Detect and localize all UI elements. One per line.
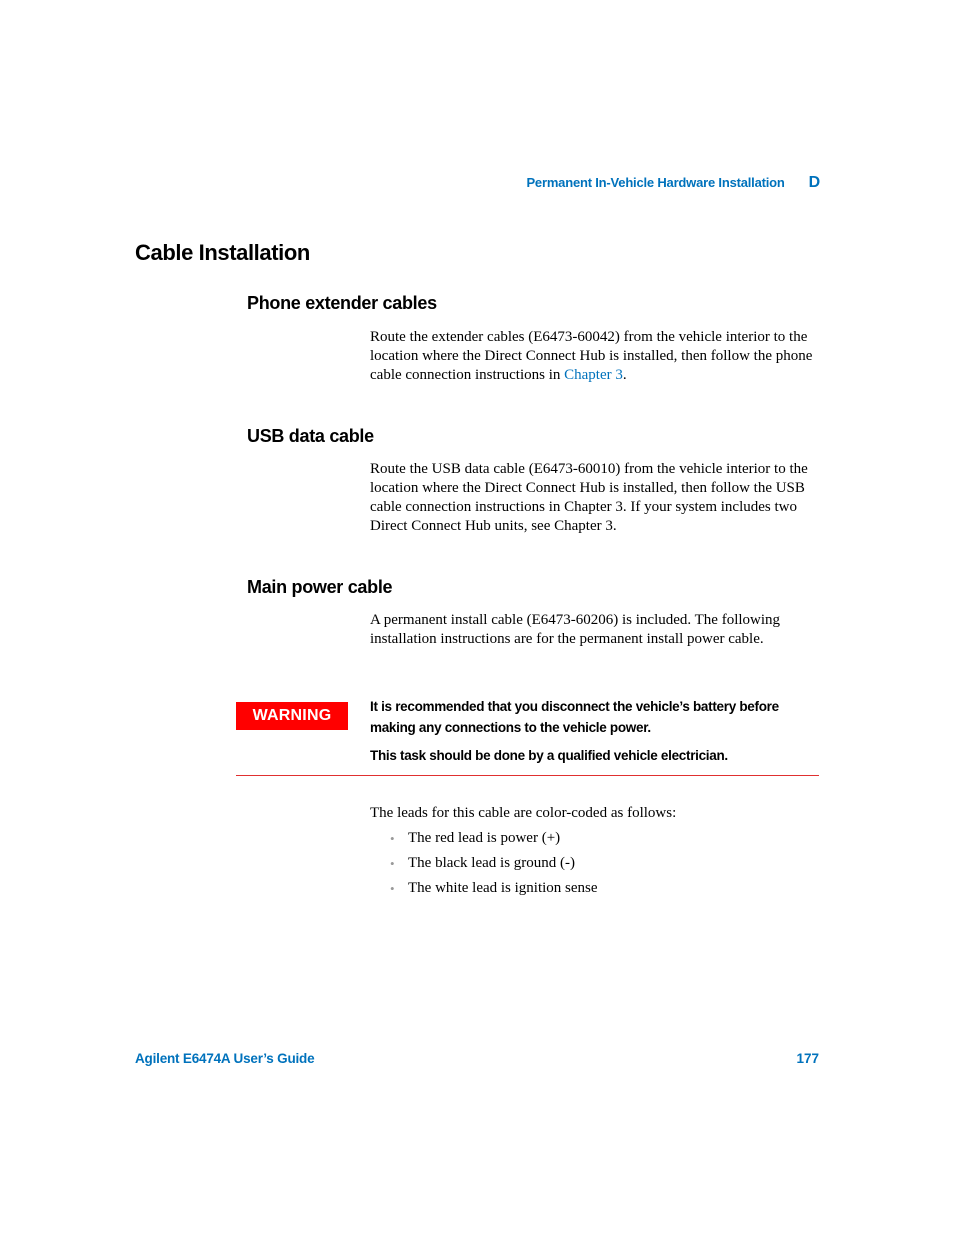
phone-extender-text-end: . bbox=[622, 367, 627, 383]
section-body-main-power: A permanent install cable (E6473-60206) is included. The following installation instructions are for the permanent install power cable. bbox=[370, 612, 781, 647]
warning-text-secondary: This task should be done by a qualified vehicle electrician. bbox=[370, 748, 728, 763]
warning-text-primary: It is recommended that you disconnect the vehicle’s battery before making any connections to the vehicle power. bbox=[370, 699, 779, 735]
section-body-phone-extender bbox=[370, 328, 820, 385]
leads-intro: The leads for this cable are color-coded as follows: bbox=[370, 805, 677, 821]
section-heading-usb-data: USB data cable bbox=[247, 426, 374, 446]
lead-white: The white lead is ignition sense bbox=[408, 880, 598, 896]
bullet-icon: • bbox=[390, 856, 395, 871]
chapter-3-link[interactable]: Chapter 3 bbox=[564, 367, 623, 383]
bullet-icon: • bbox=[390, 881, 395, 896]
warning-divider bbox=[236, 775, 819, 776]
lead-red: The red lead is power (+) bbox=[408, 830, 561, 846]
list-item bbox=[390, 829, 598, 854]
list-item bbox=[390, 879, 598, 904]
section-heading-main-power: Main power cable bbox=[247, 577, 393, 597]
section-heading-phone-extender: Phone extender cables bbox=[247, 293, 437, 313]
warning-badge: WARNING bbox=[236, 702, 348, 730]
footer-page-number: 177 bbox=[796, 1051, 819, 1066]
section-body-usb-data: Route the USB data cable (E6473-60010) from the vehicle interior to the location where the Direct Connect Hub is installed, then follow the USB cable connection instructions in Chapter 3. If your system includes two Direct Connect Hub units, see Chapter 3. bbox=[370, 461, 808, 534]
page-title: Cable Installation bbox=[135, 240, 310, 265]
lead-black: The black lead is ground (-) bbox=[408, 855, 576, 871]
footer-guide-title: Agilent E6474A User’s Guide bbox=[135, 1051, 315, 1066]
header-section-title: Permanent In-Vehicle Hardware Installation bbox=[526, 175, 785, 190]
running-header bbox=[526, 174, 820, 192]
leads-list bbox=[390, 829, 598, 904]
phone-extender-text: Route the extender cables (E6473-60042) from the vehicle interior to the location where the Direct Connect Hub is installed, then follow the phone cable connection instructions in bbox=[370, 329, 813, 383]
header-chapter-letter: D bbox=[808, 174, 820, 191]
bullet-icon: • bbox=[390, 831, 395, 846]
list-item bbox=[390, 854, 598, 879]
